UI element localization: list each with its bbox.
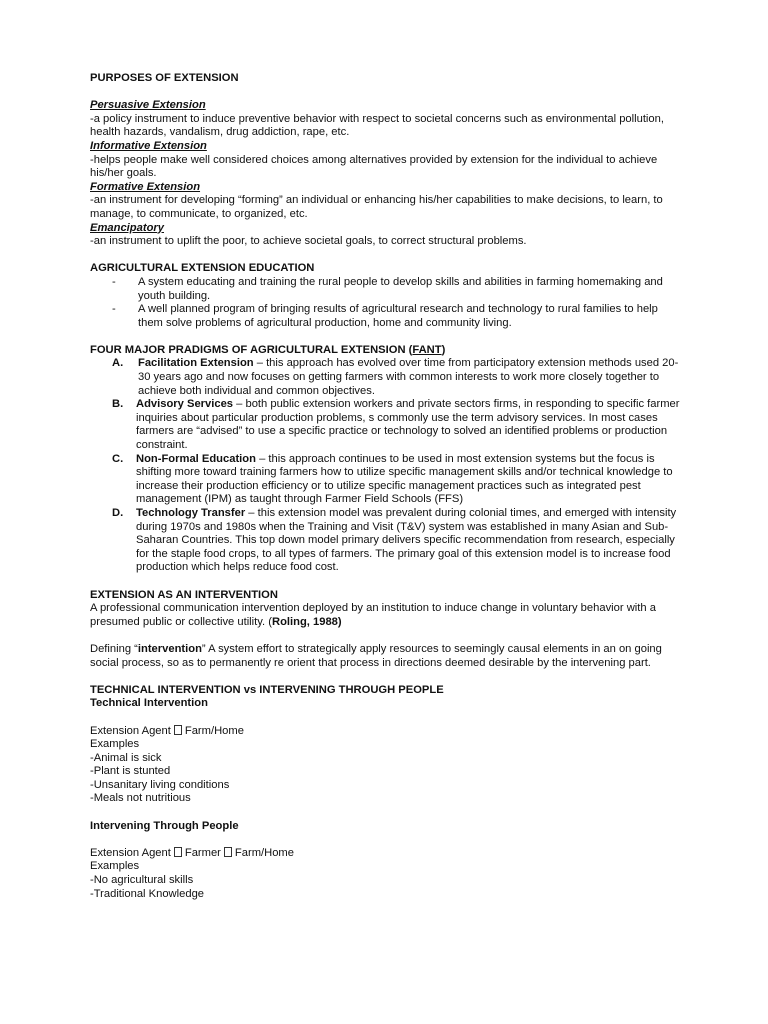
- definition-term: intervention: [137, 642, 202, 655]
- section-heading-ag-ext-edu: AGRICULTURAL EXTENSION EDUCATION: [90, 262, 315, 275]
- arrow-placeholder-icon: [224, 847, 232, 857]
- spacer: [90, 833, 685, 847]
- spacer: [90, 249, 685, 263]
- example-item: -Plant is stunted: [90, 765, 171, 778]
- intervention-text: A professional communication intervention deployed by an institution to induce change in voluntary behavior with a presumed public or collective utility. (: [90, 602, 656, 628]
- list-letter: D.: [112, 507, 124, 519]
- flow-target: Farm/Home: [234, 846, 294, 859]
- dash-bullet: -: [112, 275, 116, 288]
- purpose-desc-informative: -helps people make well considered choices among alternatives provided by extension for the individual to achieve his/her goals.: [90, 153, 658, 180]
- purpose-desc-formative: -an instrument for developing “forming” an individual or enhancing his/her capabilities to make decisions, to learn, to manage, to communicate, to organized, etc.: [90, 194, 663, 220]
- example-item: -Meals not nutritious: [90, 792, 191, 805]
- definition-paragraph: [90, 643, 685, 670]
- spacer: [90, 670, 685, 684]
- flow-source: Extension Agent: [90, 846, 171, 859]
- spacer: [90, 575, 685, 589]
- paradigm-text: – this extension model was prevalent during colonial times, and emerged with intensity during 1970s and 1980s when the Training and Visit (T&V) system was established in many Asian and Sub-Saharan Countries. This top down model primary delivers specific recommendation from research, especially for the staple food crops, to all types of farmers. The primary goal of this extension model is to increase food production which helps reduce food cost.: [136, 507, 677, 574]
- section-heading-technical-vs-people: TECHNICAL INTERVENTION vs INTERVENING THROUGH PEOPLE: [90, 683, 444, 696]
- purpose-name-emancipatory: Emancipatory: [90, 221, 164, 234]
- list-item-text: A system educating and training the rural people to develop skills and abilities in farming homemaking and youth building.: [138, 275, 663, 302]
- list-letter: C.: [112, 452, 124, 465]
- examples-label: Examples: [90, 860, 140, 873]
- list-letter: B.: [112, 398, 124, 411]
- purpose-desc-persuasive: -a policy instrument to induce preventive behavior with respect to societal concerns such as environmental pollution, health hazards, vandalism, drug addiction, rape, etc.: [90, 112, 664, 139]
- example-item: -Animal is sick: [90, 751, 162, 764]
- list-item: [90, 357, 685, 398]
- section-heading-intervention: EXTENSION AS AN INTERVENTION: [90, 588, 278, 601]
- examples-label: Examples: [90, 738, 140, 751]
- list-item: [90, 303, 685, 330]
- definition-text: ” A system effort to strategically apply resources to seemingly causal elements in an on going social process, so as to permanently re orient that process in directions deemed desirable by the intervening part.: [90, 642, 662, 669]
- list-letter: A.: [112, 357, 124, 370]
- paradigm-term: Technology Transfer: [136, 507, 246, 519]
- arrow-placeholder-icon: [174, 847, 182, 857]
- arrow-placeholder-icon: [174, 725, 182, 735]
- purpose-name-persuasive: Persuasive Extension: [90, 99, 206, 112]
- list-item: [90, 276, 685, 303]
- flow-middle: Farmer: [184, 846, 221, 859]
- spacer: [90, 330, 685, 344]
- intervention-paragraph: [90, 602, 685, 629]
- paradigm-text: – both public extension workers and private sectors firms, in responding to specific farmer inquiries about particular production problems, s commonly use the term advisory services. In most cases farmers are “advised” to use a specific practice or technology to solved an identified problems or production constraint.: [136, 398, 680, 452]
- heading-acronym: FANT: [412, 343, 442, 356]
- ag-ext-edu-list: [90, 276, 685, 330]
- list-item-text: A well planned program of bringing results of agricultural research and technology to rural families to help them solve problems of agricultural production, home and community living.: [138, 303, 658, 329]
- flow-source: Extension Agent: [90, 724, 171, 737]
- technical-flow: [90, 725, 685, 739]
- spacer: [90, 86, 685, 100]
- subheading-intervening-through-people: Intervening Through People: [90, 819, 239, 832]
- list-item: [90, 507, 685, 575]
- subheading-technical-intervention: Technical Intervention: [90, 697, 208, 710]
- citation: Roling, 1988): [271, 615, 342, 628]
- paradigms-list: [90, 357, 685, 575]
- paradigm-text: – this approach has evolved over time from participatory extension methods used 20-30 years ago and now focuses on getting farmers with common interests to work more closely together to achieve both individual and common objectives.: [138, 357, 679, 397]
- spacer: [90, 711, 685, 725]
- paradigm-term: Non-Formal Education: [136, 452, 256, 465]
- people-flow: [90, 847, 685, 861]
- purpose-name-informative: Informative Extension: [90, 139, 207, 152]
- example-item: -No agricultural skills: [90, 874, 194, 887]
- example-item: -Unsanitary living conditions: [90, 778, 230, 791]
- flow-target: Farm/Home: [184, 724, 244, 737]
- document-page: [90, 72, 685, 901]
- definition-prefix: Defining “: [90, 642, 138, 655]
- list-item: [90, 398, 685, 452]
- dash-bullet: -: [112, 303, 116, 316]
- heading-suffix: ): [441, 343, 446, 356]
- section-heading-paradigms: [90, 344, 685, 358]
- page-title: PURPOSES OF EXTENSION: [90, 72, 239, 84]
- spacer: [90, 629, 685, 643]
- list-item: [90, 453, 685, 507]
- purpose-name-formative: Formative Extension: [90, 180, 201, 193]
- example-item: -Traditional Knowledge: [90, 887, 205, 900]
- paradigm-term: Facilitation Extension: [138, 357, 254, 370]
- paradigm-term: Advisory Services: [136, 398, 234, 411]
- purpose-desc-emancipatory: -an instrument to uplift the poor, to achieve societal goals, to correct structural problems.: [90, 235, 527, 248]
- heading-prefix: FOUR MAJOR PRADIGMS OF AGRICULTURAL EXTENSION (: [90, 343, 413, 356]
- spacer: [90, 806, 685, 820]
- paradigm-text: – this approach continues to be used in most extension systems but the focus is shifting more toward training farmers how to utilize specific management skills and/or technical knowledge to increase their production efficiency or to utilize specific management practices such as integrated pest management (IPM) as taught through Farmer Field Schools (FFS): [136, 452, 673, 506]
